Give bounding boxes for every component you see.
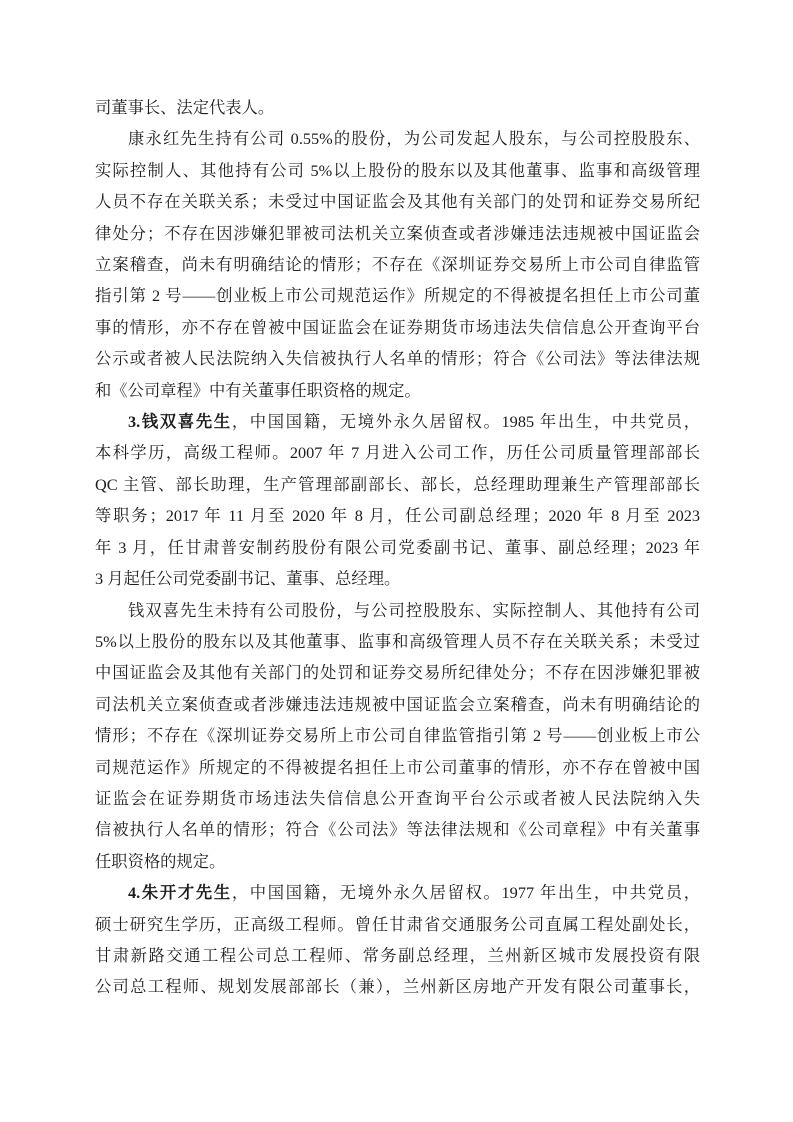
text-segment: 硕士研究生学历，正高级工程师。曾任甘肃省交通服务公司直属工程处副处长， bbox=[95, 914, 700, 934]
text-line bbox=[95, 249, 700, 280]
text-segment: 康永红先生持有公司 0.55%的股份，为公司发起人股东，与公司控股股东、 bbox=[128, 129, 700, 149]
text-segment: 公示或者被人民法院纳入失信被执行人名单的情形；符合《公司法》等法律法规 bbox=[95, 349, 700, 369]
text-line bbox=[95, 909, 700, 940]
text-segment: 指引第 2 号——创业板上市公司规范运作》所规定的不得被提名担任上市公司董 bbox=[95, 286, 700, 306]
text-line bbox=[95, 312, 700, 343]
text-segment: 本科学历，高级工程师。2007 年 7 月进入公司工作，历任公司质量管理部部长 bbox=[95, 443, 700, 463]
paragraph bbox=[95, 595, 700, 878]
text-line bbox=[95, 940, 700, 971]
text-segment: 年 3 月，任甘肃普安制药股份有限公司党委副书记、董事、副总经理；2023 年 bbox=[95, 537, 700, 557]
person-name-bold: 4.朱开才先生 bbox=[128, 883, 232, 903]
text-segment: 证监会在证券期货市场违法失信信息公开查询平台公示或者被人民法院纳入失 bbox=[95, 788, 700, 808]
text-line bbox=[95, 437, 700, 468]
text-segment: QC 主管、部长助理，生产管理部副部长、部长，总经理助理兼生产管理部部长 bbox=[95, 474, 700, 494]
text-line bbox=[95, 280, 700, 311]
text-segment: 中国证监会及其他有关部门的处罚和证券交易所纪律处分；不存在因涉嫌犯罪被 bbox=[95, 663, 700, 683]
text-segment: ，中国国籍，无境外永久居留权。1977 年出生，中共党员， bbox=[231, 883, 701, 903]
text-segment: 任职资格的规定。 bbox=[95, 851, 226, 871]
text-line bbox=[95, 846, 700, 877]
text-line bbox=[95, 563, 700, 594]
text-line bbox=[95, 469, 700, 500]
paragraph bbox=[95, 92, 700, 123]
text-line bbox=[95, 186, 700, 217]
document-body bbox=[95, 92, 700, 1003]
text-line bbox=[95, 595, 700, 626]
paragraph bbox=[95, 877, 700, 1003]
text-line bbox=[95, 971, 700, 1002]
text-segment: 甘肃新路交通工程公司总工程师、常务副总经理，兰州新区城市发展投资有限 bbox=[95, 945, 700, 965]
text-line bbox=[95, 877, 700, 908]
text-segment: 事的情形，亦不存在曾被中国证监会在证券期货市场违法失信信息公开查询平台 bbox=[95, 317, 700, 337]
person-name-bold: 3.钱双喜先生 bbox=[128, 412, 232, 432]
text-line bbox=[95, 783, 700, 814]
paragraph bbox=[95, 406, 700, 594]
text-line bbox=[95, 657, 700, 688]
text-segment: 司法机关立案侦查或者涉嫌违法违规被中国证监会立案稽查，尚未有明确结论的 bbox=[95, 694, 700, 714]
paragraph bbox=[95, 123, 700, 406]
text-line bbox=[95, 532, 700, 563]
text-line bbox=[95, 814, 700, 845]
text-line bbox=[95, 375, 700, 406]
text-segment: 司董事长、法定代表人。 bbox=[95, 98, 275, 117]
text-line bbox=[95, 406, 700, 437]
text-line bbox=[95, 689, 700, 720]
text-segment: 司规范运作》所规定的不得被提名担任上市公司董事的情形，亦不存在曾被中国 bbox=[95, 757, 700, 777]
text-segment: 钱双喜先生未持有公司股份，与公司控股股东、实际控制人、其他持有公司 bbox=[128, 600, 700, 620]
text-segment: 信被执行人名单的情形；符合《公司法》等法律法规和《公司章程》中有关董事 bbox=[95, 820, 700, 840]
text-segment: ，中国国籍，无境外永久居留权。1985 年出生，中共党员， bbox=[231, 412, 701, 432]
text-segment: 公司总工程师、规划发展部部长（兼），兰州新区房地产开发有限公司董事长， bbox=[95, 977, 700, 997]
text-line bbox=[95, 626, 700, 657]
text-line bbox=[95, 92, 700, 123]
text-segment: 和《公司章程》中有关董事任职资格的规定。 bbox=[95, 380, 421, 400]
text-segment: 等职务；2017 年 11 月至 2020 年 8 月，任公司副总经理；2020 年 8 月至 2023 bbox=[95, 506, 700, 526]
text-line bbox=[95, 155, 700, 186]
text-line bbox=[95, 123, 700, 154]
text-segment: 3 月起任公司党委副书记、董事、总经理。 bbox=[95, 569, 401, 589]
text-segment: 5%以上股份的股东以及其他董事、监事和高级管理人员不存在关联关系；未受过 bbox=[95, 631, 700, 651]
text-segment: 人员不存在关联关系；未受过中国证监会及其他有关部门的处罚和证券交易所纪 bbox=[95, 192, 700, 212]
text-line bbox=[95, 218, 700, 249]
text-segment: 情形；不存在《深圳证券交易所上市公司自律监管指引第 2 号——创业板上市公 bbox=[95, 726, 700, 746]
text-segment: 律处分；不存在因涉嫌犯罪被司法机关立案侦查或者涉嫌违法违规被中国证监会 bbox=[95, 223, 700, 243]
text-line bbox=[95, 752, 700, 783]
text-line bbox=[95, 720, 700, 751]
text-segment: 立案稽查，尚未有明确结论的情形；不存在《深圳证券交易所上市公司自律监管 bbox=[95, 255, 700, 275]
text-line bbox=[95, 500, 700, 531]
text-line bbox=[95, 343, 700, 374]
text-segment: 实际控制人、其他持有公司 5%以上股份的股东以及其他董事、监事和高级管理 bbox=[95, 160, 700, 180]
